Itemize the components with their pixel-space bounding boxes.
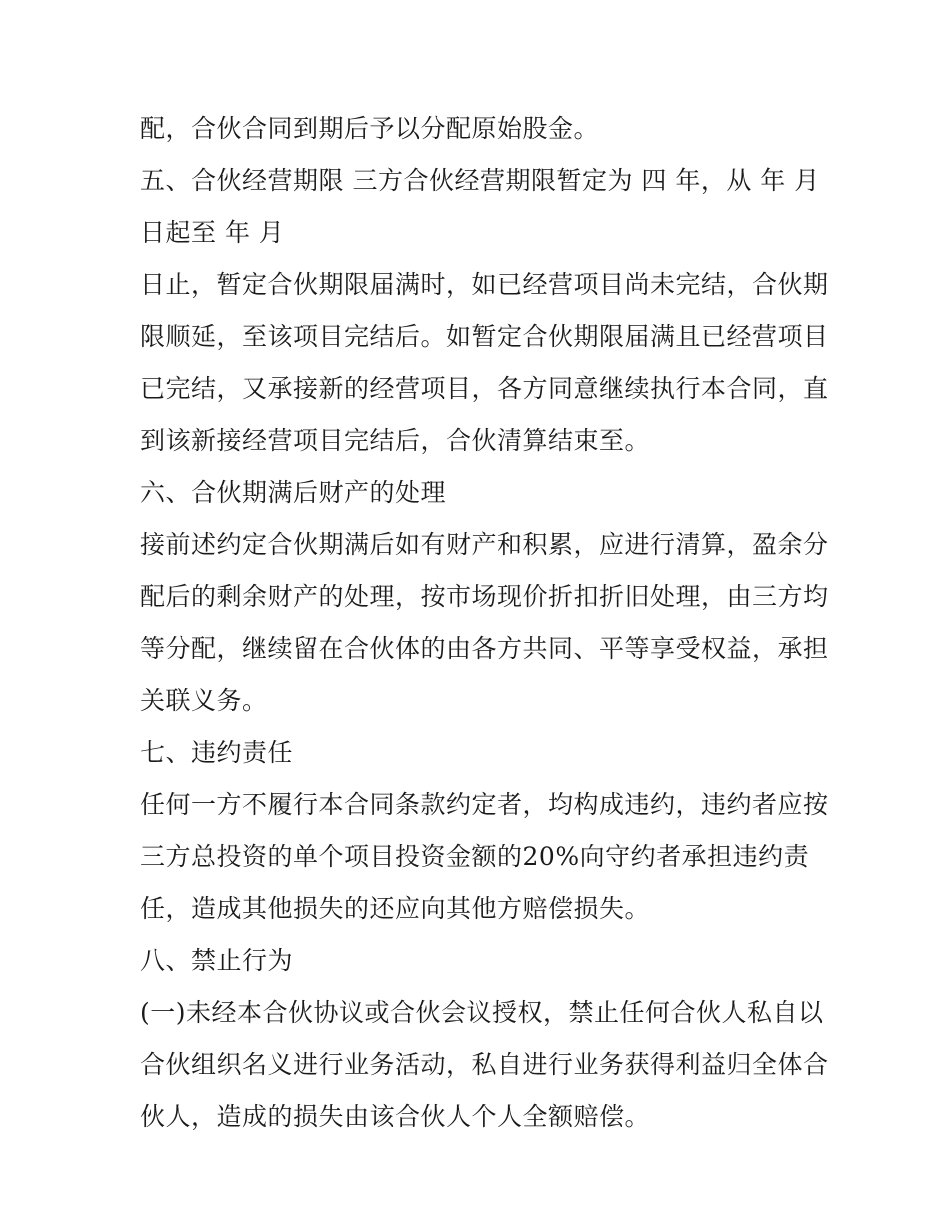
paragraph-line: 接前述约定合伙期满后如有财产和积累，应进行清算，盈余分: [140, 530, 829, 559]
paragraph-line: 限顺延，至该项目完结后。如暂定合伙期限届满且已经营项目: [140, 322, 829, 351]
paragraph-line: 已完结，又承接新的经营项目，各方同意继续执行本合同，直: [140, 374, 829, 403]
section-heading-prohibited: 八、禁止行为: [140, 946, 294, 975]
paragraph-line: 三方总投资的单个项目投资金额的20%向守约者承担违约责: [140, 842, 810, 871]
paragraph-line: 日起至 年 月: [140, 218, 285, 247]
paragraph-line: 伙人，造成的损失由该合伙人个人全额赔偿。: [140, 1102, 651, 1131]
paragraph-line: 配后的剩余财产的处理，按市场现价折扣折旧处理，由三方均: [140, 582, 829, 611]
paragraph-line: 任何一方不履行本合同条款约定者，均构成违约，违约者应按: [140, 790, 829, 819]
paragraph-line: 到该新接经营项目完结后，合伙清算结束至。: [140, 426, 651, 455]
paragraph-line: 合伙组织名义进行业务活动，私自进行业务获得利益归全体合: [140, 1050, 829, 1079]
paragraph-line: 配，合伙合同到期后予以分配原始股金。: [140, 114, 600, 143]
document-body: [140, 103, 829, 1143]
paragraph-line: 等分配，继续留在合伙体的由各方共同、平等享受权益，承担: [140, 634, 829, 663]
section-heading-liability: 七、违约责任: [140, 738, 294, 767]
paragraph-line: 日止，暂定合伙期限届满时，如已经营项目尚未完结，合伙期: [140, 270, 829, 299]
section-heading-term: 五、合伙经营期限 三方合伙经营期限暂定为 四 年，从 年 月: [140, 166, 820, 195]
paragraph-line: (一)未经本合伙协议或合伙会议授权，禁止任何合伙人私自以: [140, 998, 824, 1027]
section-heading-property: 六、合伙期满后财产的处理: [140, 478, 447, 507]
paragraph-line: 任，造成其他损失的还应向其他方赔偿损失。: [140, 894, 651, 923]
paragraph-line: 关联义务。: [140, 686, 268, 715]
